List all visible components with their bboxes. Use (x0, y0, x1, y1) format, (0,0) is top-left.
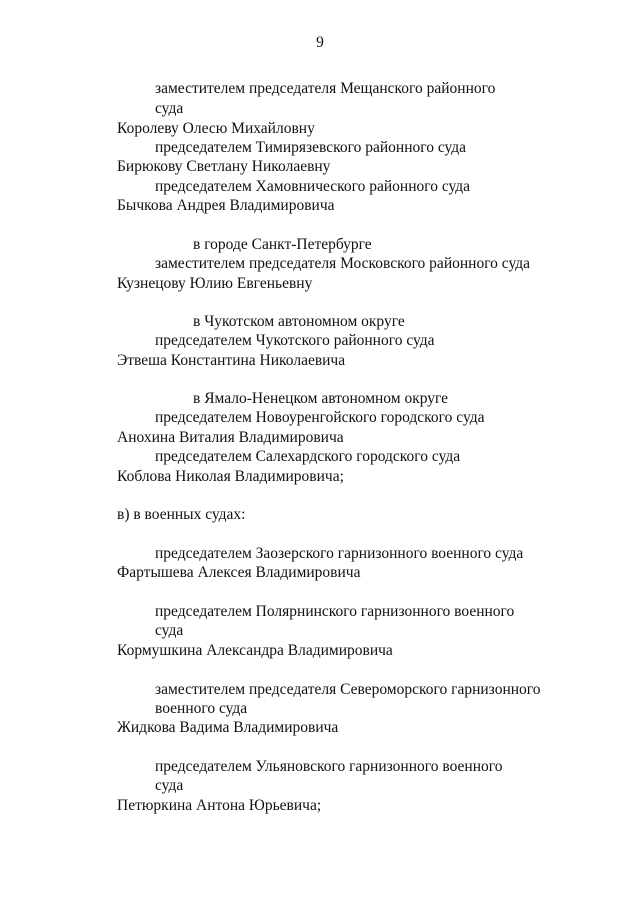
position-line: заместителем председателя Североморского гарнизонного (155, 681, 541, 698)
position-line: председателем Заозерского гарнизонного военного суда (155, 545, 524, 562)
appointee-name: Коблова Николая Владимировича; (117, 468, 344, 485)
position-line: председателем Новоуренгойского городского суда (155, 409, 485, 426)
appointee-name: Бычкова Андрея Владимировича (117, 197, 335, 214)
appointee-name: Фартышева Алексея Владимировича (117, 564, 361, 581)
page-number: 9 (316, 34, 324, 51)
position-line: суда (155, 622, 184, 639)
position-line: суда (155, 100, 184, 117)
appointee-name: Анохина Виталия Владимировича (117, 429, 344, 446)
region-heading: в Чукотском автономном округе (193, 313, 405, 330)
section-heading: в) в военных судах: (117, 506, 246, 523)
position-line: председателем Ульяновского гарнизонного военного (155, 758, 503, 775)
appointee-name: Королеву Олесю Михайловну (117, 120, 315, 137)
appointee-name: Кузнецову Юлию Евгеньевну (117, 275, 313, 292)
position-line: военного суда (155, 700, 248, 717)
region-heading: в городе Санкт-Петербурге (193, 236, 372, 253)
position-line: заместителем председателя Мещанского районного (155, 80, 496, 97)
position-line: председателем Салехардского городского суда (155, 448, 461, 465)
appointee-name: Бирюкову Светлану Николаевну (117, 158, 331, 175)
position-line: председателем Чукотского районного суда (155, 332, 435, 349)
position-line: суда (155, 777, 184, 794)
appointee-name: Жидкова Вадима Владимировича (117, 719, 339, 736)
region-heading: в Ямало-Ненецком автономном округе (193, 390, 449, 407)
appointee-name: Этвеша Константина Николаевича (117, 352, 346, 369)
position-line: председателем Хамовнического районного суда (155, 178, 471, 195)
position-line: заместителем председателя Московского районного суда (155, 255, 531, 272)
appointee-name: Петюркина Антона Юрьевича; (117, 797, 322, 814)
position-line: председателем Тимирязевского районного суда (155, 139, 467, 156)
appointee-name: Кормушкина Александра Владимировича (117, 642, 393, 659)
position-line: председателем Полярнинского гарнизонного военного (155, 603, 515, 620)
